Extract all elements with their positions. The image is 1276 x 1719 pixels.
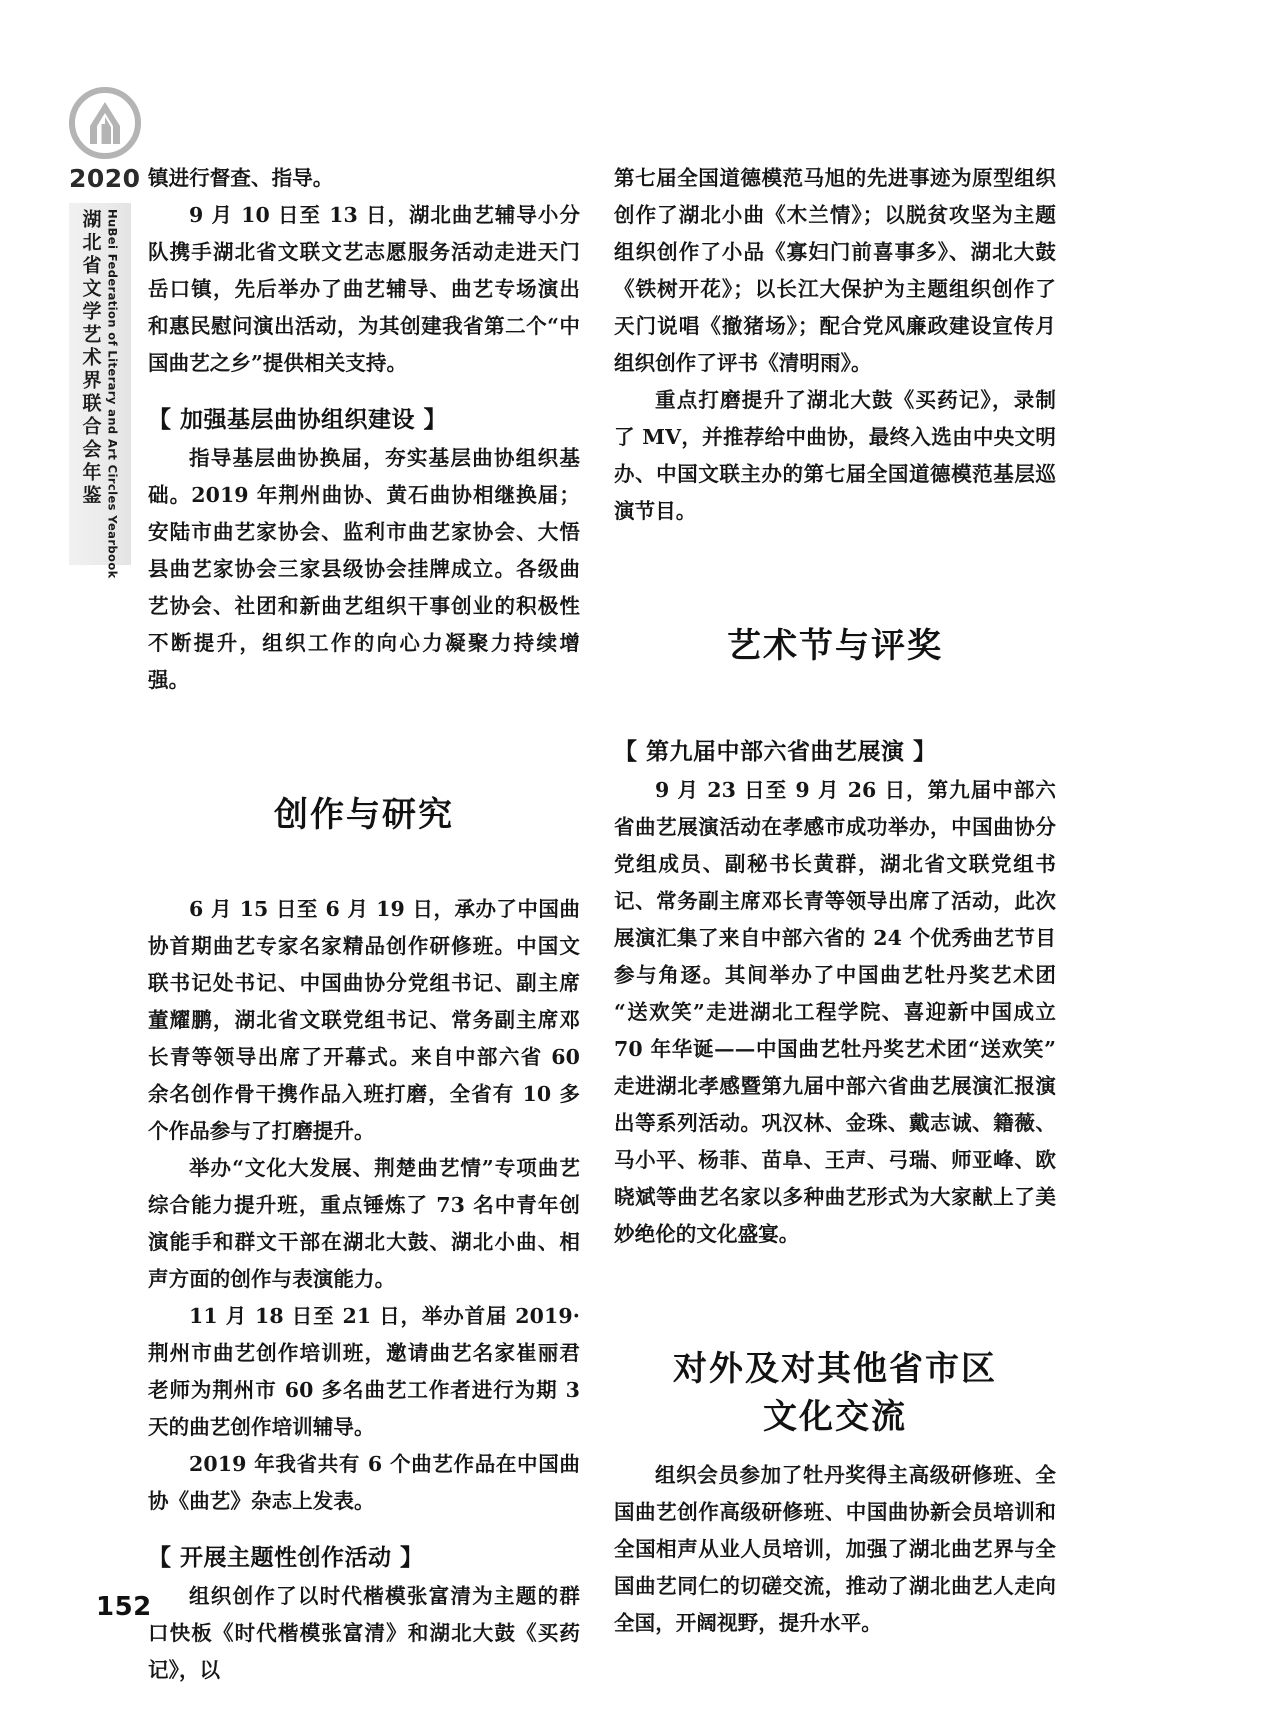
section-heading: 创作与研究 — [274, 795, 454, 835]
body-paragraph: 11 月 18 日至 21 日，举办首届 2019·荆州市曲艺创作培训班，邀请曲艺名家崔丽君老师为荆州市 60 多名曲艺工作者进行为期 3 天的曲艺创作培训辅导。 — [148, 1304, 580, 1439]
body-paragraph: 组织创作了以时代楷模张富清为主题的群口快板《时代楷模张富清》和湖北大鼓《买药记》，以 — [148, 1584, 580, 1682]
year-label: 2020 — [69, 164, 141, 193]
vertical-title-band — [69, 203, 131, 579]
body-paragraph: 9 月 10 日至 13 日，湖北曲艺辅导小分队携手湖北省文联文艺志愿服务活动走进天门岳口镇，先后举办了曲艺辅导、曲艺专场演出和惠民慰问演出活动，为其创建我省第二个“中国曲艺之乡”提供相关支持。 — [148, 203, 580, 375]
body-paragraph: 2019 年我省共有 6 个曲艺作品在中国曲协《曲艺》杂志上发表。 — [148, 1452, 580, 1513]
body-paragraph: 6 月 15 日至 6 月 19 日，承办了中国曲协首期曲艺专家名家精品创作研修班。中国文联书记处书记、中国曲协分党组书记、副主席董耀鹏，湖北省文联党组书记、常务副主席邓长青等领导出席了开幕式。来自中部六省 60 余名创作骨干携作品入班打磨，全省有 10 多个作品参与了打磨提升。 — [148, 897, 580, 1143]
spacer — [614, 670, 1056, 714]
spacer — [148, 1520, 580, 1538]
spacer — [148, 699, 580, 791]
spacer — [614, 1441, 1056, 1449]
vertical-title-en: HuBei Federation of Literary and Art Circles Yearbook — [105, 209, 120, 579]
page-number: 152 — [96, 1592, 152, 1622]
body-paragraph: 组织会员参加了牡丹奖得主高级研修班、全国曲艺创作高级研修班、中国曲协新会员培训和全国相声从业人员培训，加强了湖北曲艺界与全国曲艺同仁的切磋交流，推动了湖北曲艺人走向全国，开阔视野，提升水平。 — [614, 1463, 1056, 1635]
subsection-heading: 【 开展主题性创作活动 】 — [148, 1545, 424, 1571]
spacer — [614, 1253, 1056, 1345]
subsection-heading: 【 第九届中部六省曲艺展演 】 — [614, 739, 937, 765]
body-paragraph: 举办“文化大发展、荆楚曲艺情”专项曲艺综合能力提升班，重点锤炼了 73 名中青年创演能手和群文干部在湖北大鼓、湖北小曲、相声方面的创作与表演能力。 — [148, 1156, 580, 1291]
spacer — [614, 1449, 1056, 1457]
body-paragraph: 镇进行督查、指导。 — [148, 166, 334, 190]
spacer — [148, 839, 580, 883]
text-column-right — [614, 160, 1056, 1642]
spacer — [148, 382, 580, 400]
section-heading — [614, 1345, 1056, 1441]
subsection-heading: 【 加强基层曲协组织建设 】 — [148, 407, 448, 433]
spacer — [148, 883, 580, 891]
body-paragraph: 9 月 23 日至 9 月 26 日，第九届中部六省曲艺展演活动在孝感市成功举办，中国曲协分党组成员、副秘书长黄群，湖北省文联党组书记、常务副主席邓长青等领导出席了活动，此次展演汇集了来自中部六省的 24 个优秀曲艺节目参与角逐。其间举办了中国曲艺牡丹奖艺术团“送欢笑”走进湖北工程学院、喜迎新中国成立 70 年华诞——中国曲艺牡丹奖艺术团“送欢笑”走进湖北孝感暨第九届中部六省曲艺展演汇报演出等系列活动。巩汉林、金珠、戴志诚、籍薇、马小平、杨菲、苗阜、王声、弓瑞、师亚峰、欧晓斌等曲艺名家以多种曲艺形式为大家献上了美妙绝伦的文化盛宴。 — [614, 778, 1056, 1246]
text-column-left — [148, 160, 580, 1689]
vertical-title-cn: 湖北省文学艺术界联合会年鉴 — [79, 209, 102, 508]
spacer — [614, 714, 1056, 732]
spacer — [614, 530, 1056, 622]
section-heading: 艺术节与评奖 — [727, 626, 943, 666]
body-paragraph: 第七届全国道德模范马旭的先进事迹为原型组织创作了湖北小曲《木兰情》；以脱贫攻坚为主题组织创作了小品《寡妇门前喜事多》、湖北大鼓《铁树开花》；以长江大保护为主题组织创作了天门说唱《撤猪场》；配合党风廉政建设宣传月组织创作了评书《清明雨》。 — [614, 166, 1056, 375]
body-paragraph: 指导基层曲协换届，夯实基层曲协组织基础。2019 年荆州曲协、黄石曲协相继换届；安陆市曲艺家协会、监利市曲艺家协会、大悟县曲艺家协会三家县级协会挂牌成立。各级曲艺协会、社团和新曲艺组织干事创业的积极性不断提升，组织工作的向心力凝聚力持续增强。 — [148, 446, 580, 692]
section-heading-line-1: 对外及对其他省市区 — [673, 1349, 997, 1389]
hubei-federation-logo-icon — [68, 86, 142, 160]
body-paragraph: 重点打磨提升了湖北大鼓《买药记》，录制了 MV，并推荐给中曲协，最终入选由中央文明办、中国文联主办的第七届全国道德模范基层巡演节目。 — [614, 388, 1056, 523]
section-heading-line-2: 文化交流 — [763, 1397, 907, 1437]
running-head — [62, 86, 148, 579]
